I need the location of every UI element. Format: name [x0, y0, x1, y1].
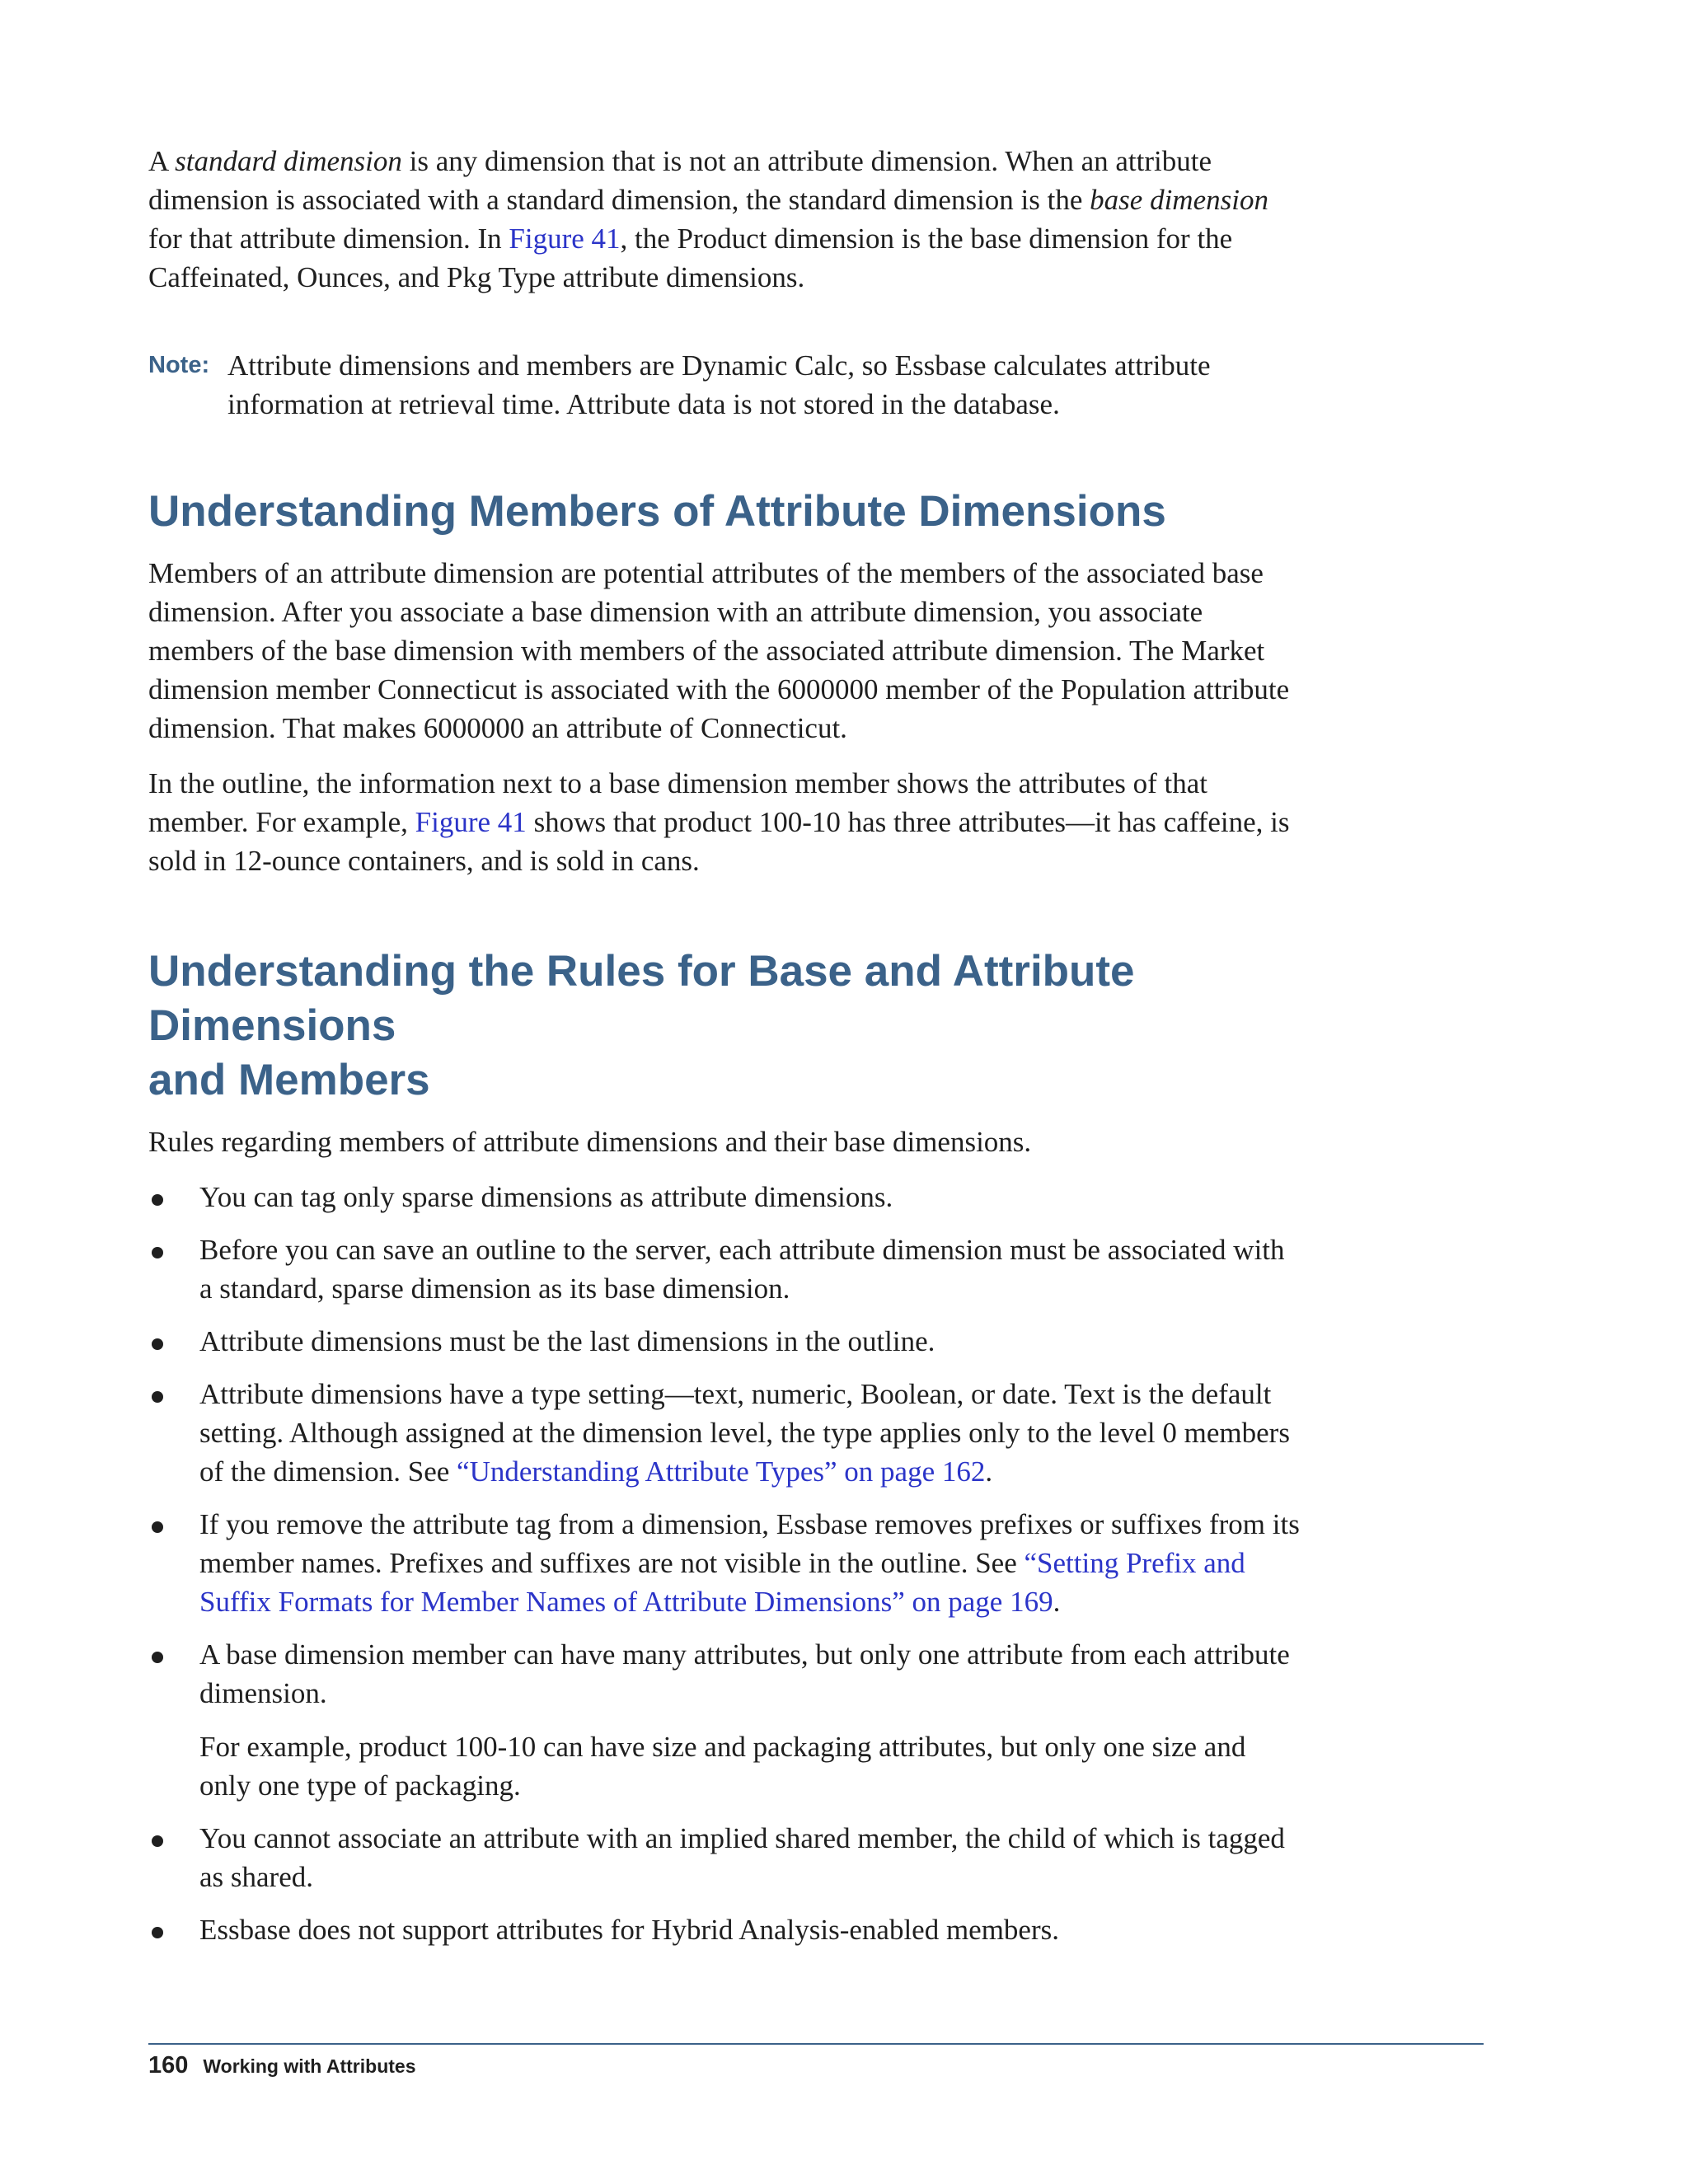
note-text: Attribute dimensions and members are Dynamic Calc, so Essbase calculates attribute information at retrieval time. Attribute data is not stored in the database.	[227, 349, 1211, 420]
list-item	[148, 1178, 1302, 1216]
list-item-text: Before you can save an outline to the server, each attribute dimension must be associated with a standard, sparse dimension as its base dimension.	[199, 1234, 1285, 1305]
list-item	[148, 1910, 1302, 1949]
outline-paragraph	[148, 764, 1302, 880]
bullet-icon	[152, 1247, 163, 1258]
list-item-text: .	[1053, 1586, 1061, 1618]
heading-line: Understanding the Rules for Base and Attribute Dimensions	[148, 947, 1135, 1050]
list-item	[148, 1635, 1302, 1805]
list-item	[148, 1375, 1302, 1491]
heading-line: and Members	[148, 1056, 430, 1104]
list-item-text: A base dimension member can have many attributes, but only one attribute from each attribute dimension.	[199, 1638, 1290, 1709]
bullet-icon	[152, 1194, 163, 1206]
list-item-text: .	[985, 1455, 993, 1488]
term-standard-dimension: standard dimension	[175, 145, 402, 177]
intro-text: for that attribute dimension. In	[148, 223, 509, 255]
page-number: 160	[148, 2052, 189, 2079]
note-label: Note:	[148, 352, 210, 378]
intro-text: A	[148, 145, 176, 177]
page-footer	[148, 2052, 416, 2079]
prefix-suffix-link[interactable]: “Setting Prefix and Suffix Formats for Member Names of Attribute Dimensions” on page 169	[199, 1547, 1245, 1618]
rules-intro: Rules regarding members of attribute dimensions and their base dimensions.	[148, 1126, 1032, 1158]
bullet-icon	[152, 1927, 163, 1938]
bullet-icon	[152, 1652, 163, 1663]
figure-41-link[interactable]: Figure 41	[415, 806, 527, 838]
bullet-icon	[152, 1521, 163, 1533]
list-item	[148, 1322, 1302, 1361]
list-item-text: Essbase does not support attributes for Hybrid Analysis-enabled members.	[199, 1914, 1059, 1946]
list-item-text: Attribute dimensions have a type setting—text, numeric, Boolean, or date. Text is the default setting. Although assigned at the dimension level, the type applies only to the level 0 members of the dimension. See	[199, 1378, 1290, 1488]
footer-divider	[148, 2043, 1484, 2045]
intro-paragraph	[148, 142, 1302, 297]
list-item	[148, 1505, 1302, 1621]
bullet-icon	[152, 1338, 163, 1350]
footer-section-title: Working with Attributes	[203, 2055, 416, 2077]
note-block	[148, 346, 1302, 424]
list-item-text	[199, 1505, 1302, 1621]
list-item-text: You cannot associate an attribute with an implied shared member, the child of which is tagged as shared.	[199, 1822, 1285, 1893]
section-heading-rules	[148, 944, 1302, 1108]
bullet-icon	[152, 1391, 163, 1403]
bullet-icon	[152, 1835, 163, 1847]
list-item-text: Attribute dimensions must be the last dimensions in the outline.	[199, 1325, 935, 1357]
list-item-text: If you remove the attribute tag from a dimension, Essbase removes prefixes or suffixes from its member names. Prefixes and suffixes are not visible in the outline. See	[199, 1508, 1300, 1579]
intro-text: is any dimension that is not an attribute dimension. When an attribute dimension is associated with a standard dimension, the standard dimension is the	[148, 145, 1212, 216]
list-item	[148, 1230, 1302, 1308]
outline-text: shows that product 100-10 has three attributes—it has caffeine, is sold in 12-ounce containers, and is sold in cans.	[148, 806, 1290, 877]
term-base-dimension: base dimension	[1090, 184, 1268, 216]
intro-text: , the Product dimension is the base dimension for the Caffeinated, Ounces, and Pkg Type attribute dimensions.	[148, 223, 1233, 293]
attribute-types-link[interactable]: “Understanding Attribute Types” on page 162	[457, 1455, 986, 1488]
list-item-text: You can tag only sparse dimensions as attribute dimensions.	[199, 1181, 893, 1213]
rules-list	[148, 1178, 1302, 1949]
figure-41-link[interactable]: Figure 41	[509, 223, 621, 255]
outline-text: In the outline, the information next to a base dimension member shows the attributes of that member. For example,	[148, 767, 1207, 838]
list-item-text	[199, 1375, 1302, 1491]
page-content	[148, 142, 1302, 1963]
list-item-subtext: For example, product 100-10 can have size and packaging attributes, but only one size and only one type of packaging.	[199, 1731, 1246, 1802]
list-item	[148, 1819, 1302, 1896]
section-heading-members: Understanding Members of Attribute Dimensions	[148, 487, 1166, 536]
members-paragraph: Members of an attribute dimension are potential attributes of the members of the associated base dimension. After you associate a base dimension with an attribute dimension, you associate members of the base dimension with members of the associated attribute dimension. The Market dimension member Connecticut is associated with the 6000000 member of the Population attribute dimension. That makes 6000000 an attribute of Connecticut.	[148, 557, 1290, 744]
